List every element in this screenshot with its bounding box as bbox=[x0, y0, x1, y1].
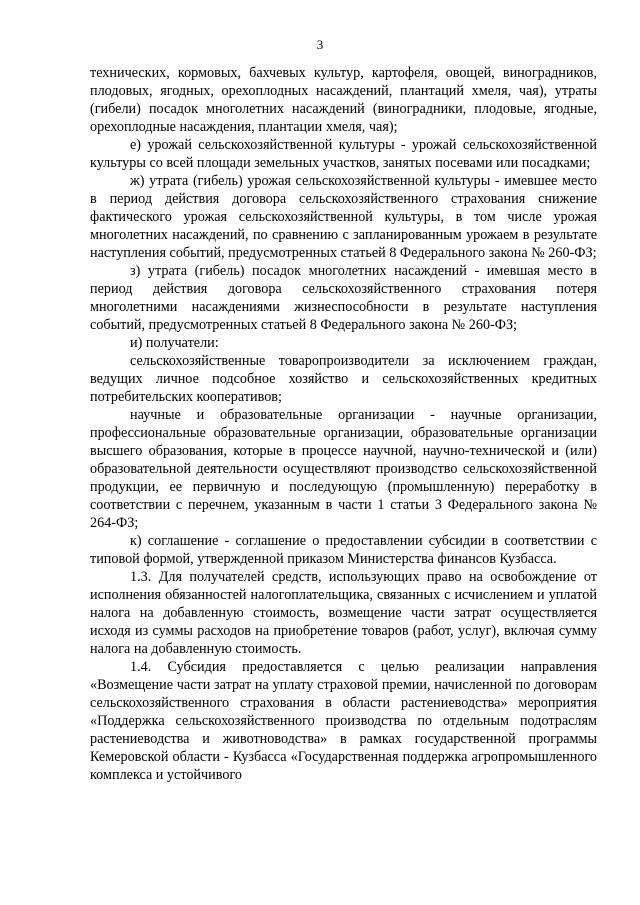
paragraph-recipients-organizations: научные и образовательные организации - научные организации, профессиональные образовательные организации, образовательные организации высшего образования, которые в процессе научной, научно-технической и (или) образовательной деятельности осуществляют производство сельскохозяйственной продукции, ее первичную и последующую (промышленную) переработку в соответствии с перечнем, указанным в части 1 статьи 3 Федерального закона № 264-ФЗ; bbox=[90, 407, 597, 531]
paragraph-definition-zh: ж) утрата (гибель) урожая сельскохозяйственной культуры - имевшее место в период действия договора сельскохозяйственного страхования снижение фактического урожая сельскохозяйственной культуры, в том числе урожая многолетних насаждений, по сравнению с запланированным урожаем в результате наступления событий, предусмотренных статьей 8 Федерального закона № 260-ФЗ; bbox=[90, 173, 597, 261]
paragraph-definition-e: е) урожай сельскохозяйственной культуры - урожай сельскохозяйственной культуры со всей площади земельных участков, занятых посевами или посадками; bbox=[90, 137, 597, 171]
body-text bbox=[90, 64, 597, 784]
paragraph-definition-k: к) соглашение - соглашение о предоставлении субсидии в соответствии с типовой формой, утвержденной приказом Министерства финансов Кузбасса. bbox=[90, 533, 597, 567]
paragraph-continuation: технических, кормовых, бахчевых культур, картофеля, овощей, виноградников, плодовых, ягодных, орехоплодных насаждений, плантаций хмеля, чая), утраты (гибели) посадок многолетних насаждений (виноградники, плодовые, ягодные, орехоплодные насаждения, плантации хмеля, чая); bbox=[90, 65, 597, 135]
paragraph-definition-i: и) получатели: bbox=[130, 335, 219, 351]
paragraph-definition-z: з) утрата (гибель) посадок многолетних насаждений - имевшая место в период действия договора сельскохозяйственного страхования потеря многолетними насаждениями жизнеспособности в результате наступления событий, предусмотренных статьей 8 Федерального закона № 260-ФЗ; bbox=[90, 263, 597, 333]
paragraph-1-3: 1.3. Для получателей средств, использующих право на освобождение от исполнения обязанностей налогоплательщика, связанных с исчислением и уплатой налога на добавленную стоимость, возмещение части затрат осуществляется исходя из суммы расходов на приобретение товаров (работ, услуг), включая сумму налога на добавленную стоимость. bbox=[90, 569, 597, 657]
page-number: 3 bbox=[316, 37, 324, 52]
paragraph-1-4: 1.4. Субсидия предоставляется с целью реализации направления «Возмещение части затрат на уплату страховой премии, начисленной по договорам сельскохозяйственного страхования в области растениеводства» мероприятия «Поддержка сельскохозяйственного производства по отдельным подотраслям растениеводства и животноводства» в рамках государственной программы Кемеровской области - Кузбасса «Государственная поддержка агропромышленного комплекса и устойчивого bbox=[90, 659, 597, 783]
paragraph-recipients-producers: сельскохозяйственные товаропроизводители за исключением граждан, ведущих личное подсобное хозяйство и сельскохозяйственных кредитных потребительских кооперативов; bbox=[90, 353, 597, 405]
